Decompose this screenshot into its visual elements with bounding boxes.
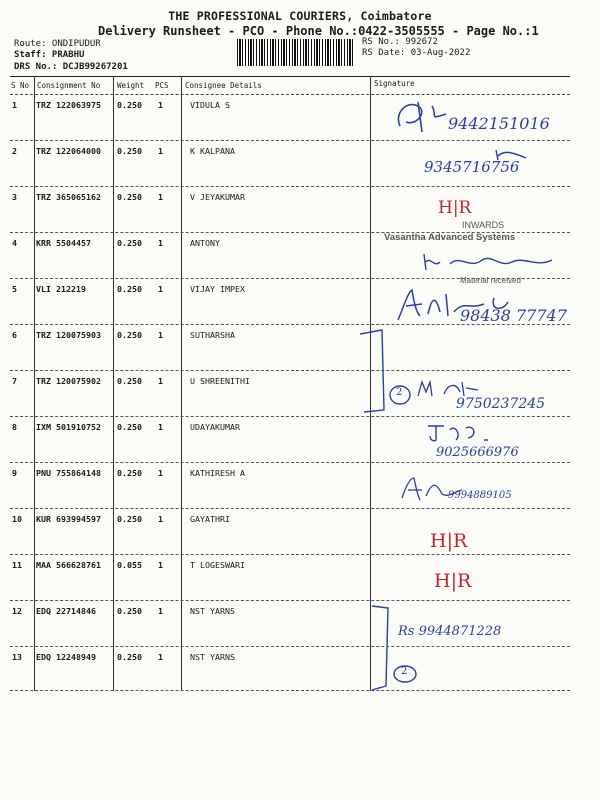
row-rule: [10, 186, 570, 187]
row-sno: 10: [12, 514, 22, 524]
row-sno: 12: [12, 606, 22, 616]
circle-number-7: 2: [396, 387, 403, 398]
row-consignee: SUTHARSHA: [190, 330, 235, 340]
row-sno: 2: [12, 146, 17, 156]
row-pcs: 1: [158, 330, 163, 340]
row-weight: 0.250: [117, 422, 142, 432]
stamp-material: Material received: [460, 276, 521, 285]
hr-mark-3: H|R: [438, 198, 472, 218]
staff-label: Staff: PRABHU: [14, 50, 85, 60]
col-signature: Signature: [374, 79, 415, 88]
row-consignee: T LOGESWARI: [190, 560, 245, 570]
row-sno: 6: [12, 330, 17, 340]
row-consignee: UDAYAKUMAR: [190, 422, 240, 432]
row-weight: 0.250: [117, 330, 142, 340]
row-pcs: 1: [158, 146, 163, 156]
row-weight: 0.250: [117, 514, 142, 524]
rs-number: RS No.: 992672: [362, 37, 438, 47]
row-consignee: NST YARNS: [190, 652, 235, 662]
row-consignee: KATHIRESH A: [190, 468, 245, 478]
row-sno: 5: [12, 284, 17, 294]
drs-number: DRS No.: DCJB99267201: [14, 62, 128, 72]
signature-phone-9: 9994889105: [448, 490, 512, 501]
row-pcs: 1: [158, 284, 163, 294]
row-pcs: 1: [158, 192, 163, 202]
circle-number-13: 2: [401, 666, 408, 677]
row-sno: 9: [12, 468, 17, 478]
row-sno: 11: [12, 560, 22, 570]
row-weight: 0.250: [117, 192, 142, 202]
signature-scribble-1: [392, 96, 452, 136]
row-weight: 0.250: [117, 238, 142, 248]
row-rule: [10, 370, 570, 371]
row-consignment: TRZ 122063975: [36, 100, 101, 110]
row-weight: 0.250: [117, 376, 142, 386]
row-rule: [10, 554, 570, 555]
row-sno: 7: [12, 376, 17, 386]
row-rule: [10, 140, 570, 141]
col-sno: S No: [11, 81, 30, 90]
signature-text-12: Rs 9944871228: [398, 624, 502, 639]
bracket-rows-6-7: [356, 326, 392, 416]
row-pcs: 1: [158, 652, 163, 662]
row-consignment: VLI 212219: [36, 284, 86, 294]
row-weight: 0.250: [117, 468, 142, 478]
row-consignee: V JEYAKUMAR: [190, 192, 245, 202]
row-consignment: PNU 755864148: [36, 468, 101, 478]
row-sno: 8: [12, 422, 17, 432]
row-pcs: 1: [158, 606, 163, 616]
row-consignment: TRZ 120075903: [36, 330, 101, 340]
row-pcs: 1: [158, 238, 163, 248]
hr-mark-11: H|R: [434, 570, 472, 592]
row-rule: [10, 600, 570, 601]
row-sno: 1: [12, 100, 17, 110]
route-label: Route: ONDIPUDUR: [14, 39, 101, 49]
row-consignee: ANTONY: [190, 238, 220, 248]
signature-phone-7: 9750237245: [456, 396, 546, 412]
row-weight: 0.250: [117, 652, 142, 662]
row-pcs: 1: [158, 422, 163, 432]
signature-phone-2: 9345716756: [424, 158, 520, 176]
stamp-company: Vasantha Advanced Systems: [384, 232, 516, 243]
row-rule: [10, 416, 570, 417]
row-rule: [10, 508, 570, 509]
signature-scribble-8: [424, 420, 504, 444]
row-consignee: NST YARNS: [190, 606, 235, 616]
column-divider: [113, 76, 114, 691]
row-pcs: 1: [158, 376, 163, 386]
column-divider: [34, 76, 35, 691]
row-pcs: 1: [158, 560, 163, 570]
hr-mark-10: H|R: [430, 530, 468, 552]
row-weight: 0.250: [117, 284, 142, 294]
barcode: [237, 39, 354, 66]
row-consignment: TRZ 120075902: [36, 376, 101, 386]
row-consignment: EDQ 22714846: [36, 606, 96, 616]
row-weight: 0.055: [117, 560, 142, 570]
row-weight: 0.250: [117, 100, 142, 110]
stamp-inwards: INWARDS: [462, 220, 505, 230]
row-rule: [10, 462, 570, 463]
row-consignment: TRZ 365065162: [36, 192, 101, 202]
row-consignee: VIJAY IMPEX: [190, 284, 245, 294]
signature-phone-8: 9025666976: [436, 445, 519, 460]
row-consignee: U SHREENITHI: [190, 376, 250, 386]
signature-phone-5: 98438 77747: [460, 306, 567, 325]
col-pcs: PCS: [155, 81, 169, 90]
signature-phone-1: 9442151016: [448, 114, 550, 133]
row-consignment: KRR 5504457: [36, 238, 91, 248]
table-header: [10, 76, 570, 95]
rs-date: RS Date: 03-Aug-2022: [362, 48, 471, 58]
col-consignment: Consignment No: [37, 81, 101, 90]
row-consignment: EDQ 12248949: [36, 652, 96, 662]
row-consignment: KUR 693994597: [36, 514, 101, 524]
row-consignment: MAA 566628761: [36, 560, 101, 570]
signature-scribble-4: [420, 250, 560, 274]
row-pcs: 1: [158, 514, 163, 524]
col-consignee: Consignee Details: [185, 81, 262, 90]
company-title: THE PROFESSIONAL COURIERS, Coimbatore: [168, 9, 432, 23]
row-consignee: K KALPANA: [190, 146, 235, 156]
row-sno: 3: [12, 192, 17, 202]
row-pcs: 1: [158, 100, 163, 110]
table-bottom-rule: [10, 690, 570, 691]
row-sno: 4: [12, 238, 17, 248]
row-pcs: 1: [158, 468, 163, 478]
row-weight: 0.250: [117, 606, 142, 616]
row-sno: 13: [12, 652, 22, 662]
row-consignment: IXM 501910752: [36, 422, 101, 432]
row-consignee: VIDULA S: [190, 100, 230, 110]
column-divider: [181, 76, 182, 691]
row-consignment: TRZ 122064000: [36, 146, 101, 156]
row-rule: [10, 646, 570, 647]
row-consignee: GAYATHRI: [190, 514, 230, 524]
runsheet-title: Delivery Runsheet - PCO - Phone No.:0422-3505555 - Page No.:1: [98, 24, 539, 38]
col-weight: Weight: [117, 81, 145, 90]
row-weight: 0.250: [117, 146, 142, 156]
